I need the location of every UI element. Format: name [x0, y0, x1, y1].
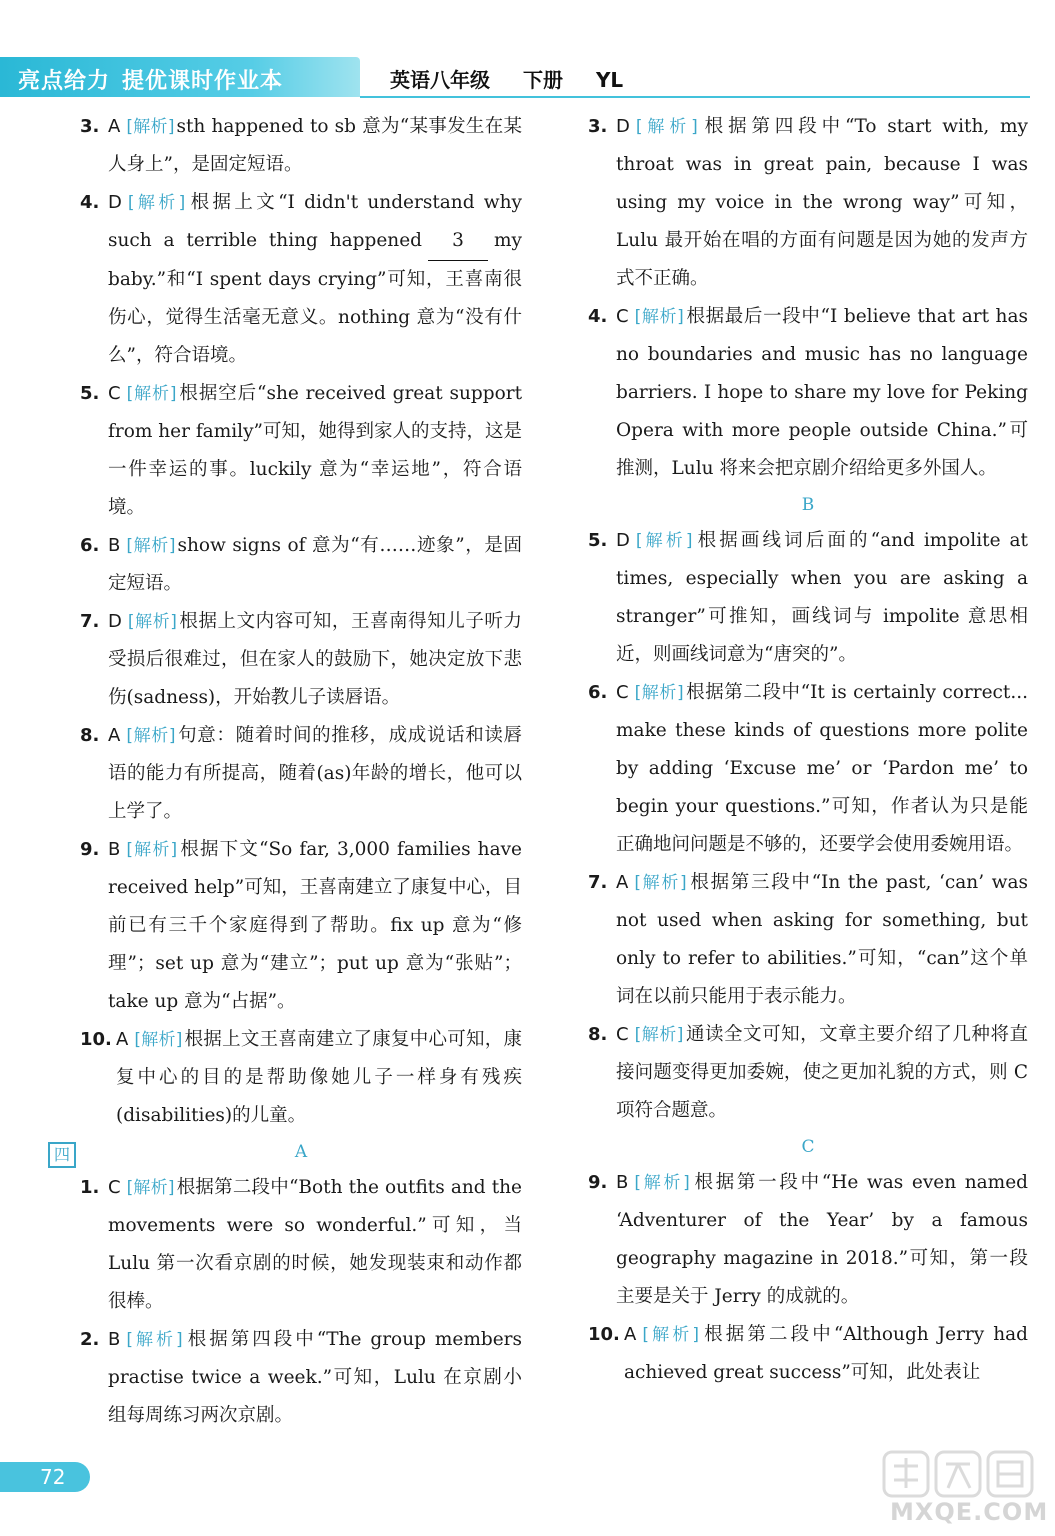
item-text: 根据第三段中“In the past, ‘can’ was not used when asking for something, but only to refer to abilities.”可知，“can”这个单词在以前只能用于表示能力。	[616, 872, 1029, 1007]
analysis-tag: [解析]	[634, 873, 687, 893]
item-number: 3.	[80, 116, 100, 137]
answer-item	[80, 1321, 522, 1435]
analysis-tag: [解析]	[126, 117, 175, 137]
section-b-label: B	[801, 495, 815, 515]
analysis-tag: [解析]	[634, 1025, 684, 1045]
item-number: 10.	[80, 1029, 112, 1050]
item-answer: A	[616, 872, 629, 893]
right-column	[588, 108, 1028, 1392]
item-number: 5.	[80, 383, 100, 404]
answer-item	[80, 831, 522, 1021]
answer-item	[588, 864, 1028, 1016]
analysis-tag: [解析]	[134, 1030, 183, 1050]
item-number: 8.	[80, 725, 100, 746]
item-text: sth happened to sb 意为“某事发生在某人身上”，是固定短语。	[108, 116, 522, 175]
item-text: 根据第二段中“Although Jerry had achieved great success”可知，此处表让	[624, 1324, 1029, 1383]
watermark-text: MXQE.COM	[890, 1498, 1049, 1526]
item-number: 10.	[588, 1324, 620, 1345]
item-number: 7.	[80, 611, 100, 632]
left-column	[80, 108, 522, 1435]
item-text: 根据上文王喜南建立了康复中心可知，康复中心的目的是帮助像她儿子一样身有残疾(disabilities)的儿童。	[116, 1029, 522, 1126]
answer-item	[80, 717, 522, 831]
item-text: 根据最后一段中“I believe that art has no boundaries and music has no language barriers. I hope to share my love for Peking Opera with more people outside China.”可推测，Lulu 将来会把京剧介绍给更多外国人。	[616, 306, 1028, 479]
item-answer: D	[108, 192, 122, 213]
answer-item	[80, 1169, 522, 1321]
item-text: 根据第一段中“He was even named ‘Adventurer of the Year’ by a famous geography magazine in 2018.”可知，第一段主要是关于 Jerry 的成就的。	[616, 1172, 1029, 1307]
item-text: 根据空后“she received great support from her family”可知，她得到家人的支持，这是一件幸运的事。luckily 意为“幸运地”，符合语境。	[108, 383, 523, 518]
item-number: 6.	[588, 682, 608, 703]
answer-item	[588, 108, 1028, 298]
brand-title: 亮点给力	[18, 69, 111, 94]
item-number: 1.	[80, 1177, 100, 1198]
subject-label: 英语八年级	[390, 68, 490, 92]
analysis-tag: [解析]	[127, 193, 186, 213]
item-number: 4.	[588, 306, 608, 327]
item-answer: A	[108, 116, 121, 137]
book-info	[390, 64, 649, 93]
item-number: 8.	[588, 1024, 608, 1045]
analysis-tag: [解析]	[634, 1173, 690, 1193]
item-number: 5.	[588, 530, 608, 551]
item-answer: C	[616, 1024, 629, 1045]
item-number: 7.	[588, 872, 608, 893]
watermark-logo	[880, 1446, 1049, 1528]
item-number: 2.	[80, 1329, 100, 1350]
item-text: 根据第四段中“The group members practise twice a week.”可知，Lulu 在京剧小组每周练习两次京剧。	[108, 1329, 523, 1426]
item-answer: D	[616, 530, 630, 551]
item-text: 通读全文可知，文章主要介绍了几种将直接问题变得更加委婉，使之更加礼貌的方式，则 C 项符合题意。	[616, 1024, 1028, 1121]
header-divider	[360, 96, 1030, 98]
answer-item	[588, 674, 1028, 864]
item-answer: B	[108, 1329, 121, 1350]
answer-item	[80, 527, 522, 603]
item-number: 4.	[80, 192, 100, 213]
edition-label: YL	[595, 68, 624, 92]
item-text: 根据画线词后面的“and impolite at times, especially when you are asking a stranger”可推知，画线词与 impolite 意思相近，则画线词意为“唐突的”。	[616, 530, 1028, 665]
item-answer: C	[108, 1177, 121, 1198]
item-answer: B	[616, 1172, 629, 1193]
analysis-tag: [解析]	[126, 726, 176, 746]
item-number: 6.	[80, 535, 100, 556]
item-answer: A	[108, 725, 121, 746]
item-answer: A	[624, 1324, 637, 1345]
analysis-tag: [解析]	[126, 384, 177, 404]
item-text: 根据上文“I didn't understand why such a terrible thing happened	[108, 192, 523, 251]
answer-item	[80, 1021, 522, 1135]
answer-item	[588, 298, 1028, 488]
blank-number: 3	[428, 222, 488, 261]
item-number: 9.	[588, 1172, 608, 1193]
section-four-badge: 四	[48, 1142, 76, 1168]
answer-item	[588, 522, 1028, 674]
item-text: 根据下文“So far, 3,000 families have received help”可知，王喜南建立了康复中心，目前已有三千个家庭得到了帮助。fix up 意为“修理”；set up 意为“建立”；put up 意为“张贴”；take up 意为“占据”。	[108, 839, 523, 1012]
analysis-tag: [解析]	[126, 840, 178, 860]
item-text: 句意：随着时间的推移，成成说话和读唇语的能力有所提高，随着(as)年龄的增长，他可以上学了。	[108, 725, 522, 822]
answer-item	[588, 1164, 1028, 1316]
item-text: show signs of 意为“有……迹象”，是固定短语。	[108, 535, 523, 594]
item-answer: B	[108, 535, 121, 556]
item-text: 根据第二段中“It is certainly correct... make these kinds of questions more polite by adding ‘Excuse me’ or ‘Pardon me’ to begin your questions.”可知，作者认为只是能正确地问问题是不够的，还要学会使用委婉用语。	[616, 682, 1028, 855]
item-answer: C	[108, 383, 121, 404]
answer-item	[80, 375, 522, 527]
analysis-tag: [解析]	[127, 612, 177, 632]
item-text: 根据上文内容可知，王喜南得知儿子听力受损后很难过，但在家人的鼓励下，她决定放下悲伤(sadness)，开始教儿子读唇语。	[108, 611, 522, 708]
analysis-tag: [解析]	[635, 117, 698, 137]
item-answer: B	[108, 839, 121, 860]
answer-item	[80, 108, 522, 184]
item-number: 3.	[588, 116, 608, 137]
book-brand	[18, 64, 283, 95]
analysis-tag: [解析]	[126, 1330, 183, 1350]
page-number: 72	[0, 1462, 90, 1492]
answer-item	[588, 1316, 1028, 1392]
analysis-tag: [解析]	[642, 1325, 699, 1345]
answer-item	[80, 603, 522, 717]
item-text: 根据第四段中“To start with, my throat was in great pain, because I was using my voice in the wrong way”可知，Lulu 最开始在唱的方面有问题是因为她的发声方式不正确。	[616, 116, 1028, 289]
item-text: 根据第二段中“Both the outfits and the movements were so wonderful.”可知，当 Lulu 第一次看京剧的时候，她发现装束和动作都很棒。	[108, 1177, 523, 1312]
analysis-tag: [解析]	[126, 1178, 175, 1198]
item-number: 9.	[80, 839, 100, 860]
analysis-tag: [解析]	[126, 536, 176, 556]
answer-item	[588, 1016, 1028, 1130]
section-c-label: C	[801, 1137, 815, 1157]
analysis-tag: [解析]	[635, 531, 693, 551]
item-answer: C	[616, 306, 629, 327]
analysis-tag: [解析]	[634, 307, 684, 327]
brand-subtitle: 提优课时作业本	[122, 69, 284, 94]
item-answer: D	[108, 611, 122, 632]
analysis-tag: [解析]	[634, 683, 684, 703]
item-answer: C	[616, 682, 629, 703]
watermark-emblem-icon	[880, 1446, 1040, 1502]
answer-item	[80, 184, 522, 375]
section-a-label: A	[294, 1142, 308, 1162]
item-text: my baby.”和“I spent days crying”可知，王喜南很伤心，觉得生活毫无意义。nothing 意为“没有什么”，符合语境。	[108, 230, 522, 366]
volume-label: 下册	[522, 68, 563, 92]
item-answer: D	[616, 116, 630, 137]
item-answer: A	[116, 1029, 129, 1050]
